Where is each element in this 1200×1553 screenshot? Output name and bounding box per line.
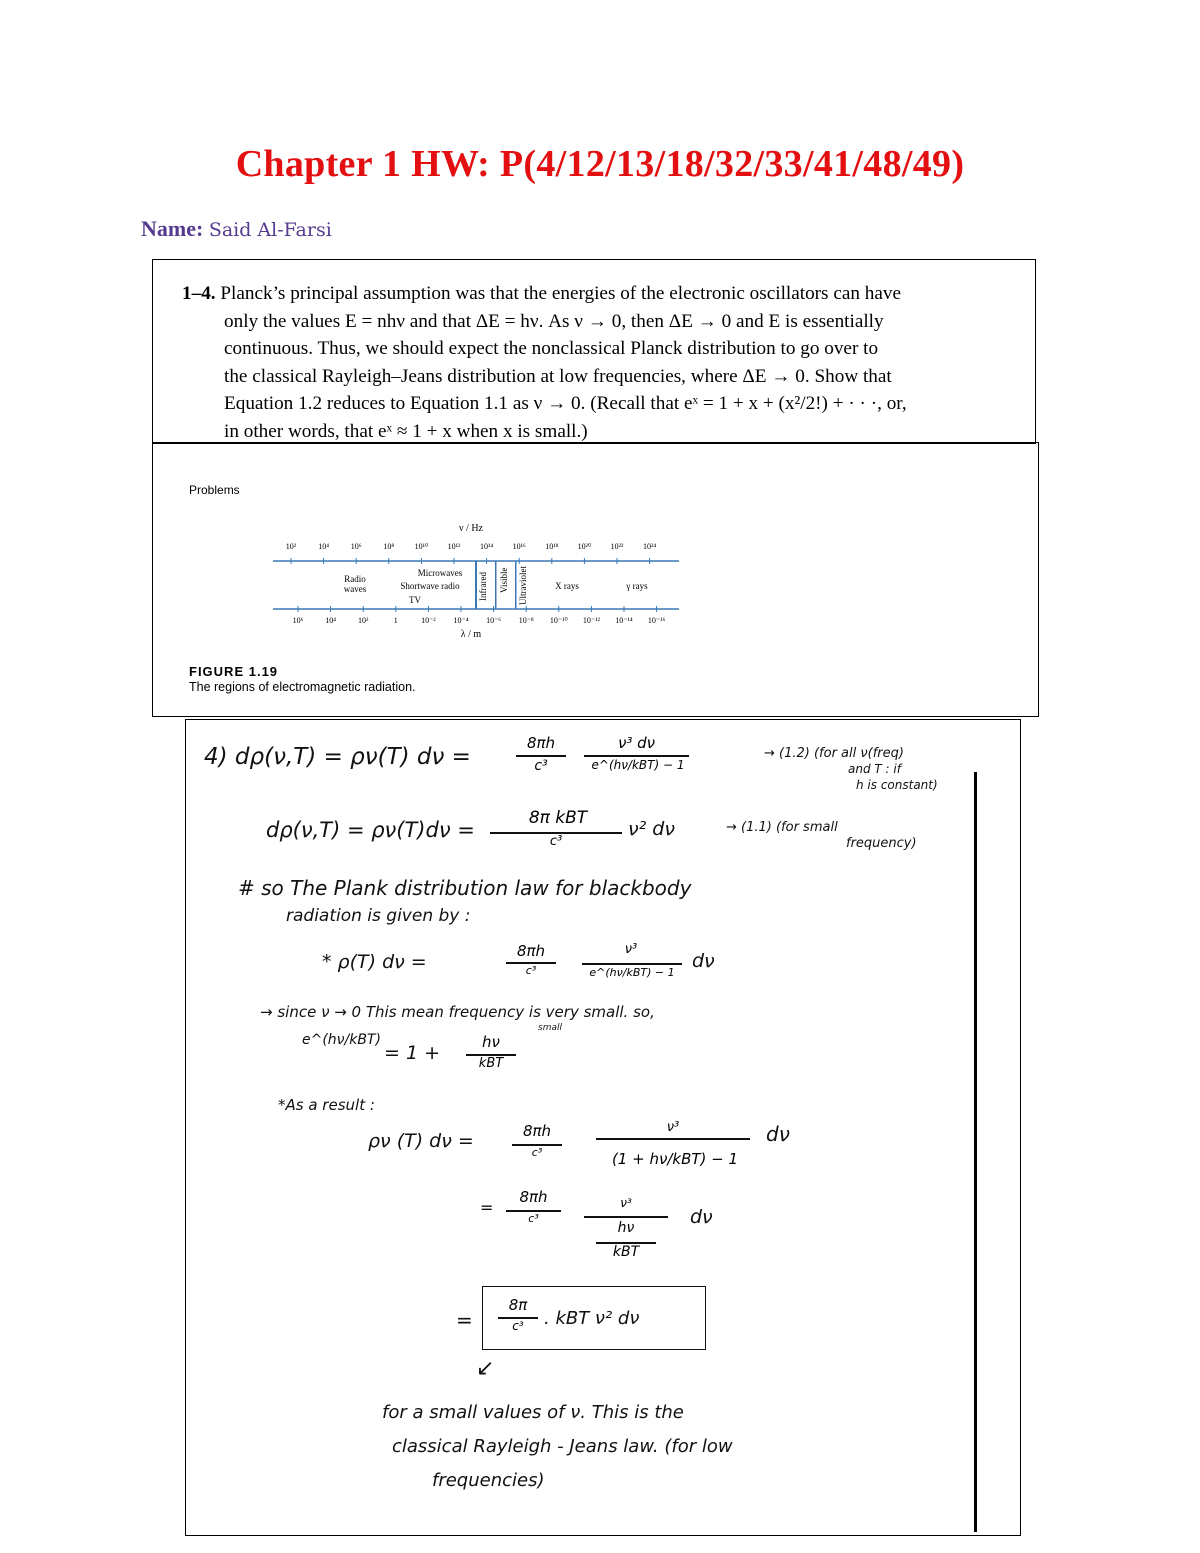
sol-l9-bar2 (584, 1216, 668, 1218)
region-visible: Visible (499, 567, 509, 593)
region-radio-2: waves (343, 584, 367, 594)
freq-tick-label: 10⁴ (318, 542, 329, 551)
freq-tick-label: 10¹⁴ (480, 542, 494, 551)
wavelength-tick-label: 1 (393, 616, 398, 625)
sol-l9-den2a: hν (617, 1220, 635, 1236)
region-infrared: Infrared (478, 572, 488, 601)
region-gamma: γ rays (626, 581, 648, 591)
wavelength-tick-label: 10⁻⁸ (518, 616, 534, 625)
region-tv: TV (409, 595, 421, 605)
sol-l11-arrow: ↙ (476, 1356, 495, 1381)
sol-l6-lhs: e^(hν/kBT) (302, 1032, 381, 1048)
sol-l6-num: hν (482, 1033, 500, 1051)
sol-l5-small: small (538, 1023, 562, 1033)
microwave-divider (475, 561, 477, 609)
sol-l8-den: c³ (531, 1146, 543, 1159)
name-row (141, 216, 332, 242)
wavelength-tick-label: 10² (357, 616, 369, 625)
problem-line-2: only the values E = nhν and that ΔE = hν. As ν → 0, then ΔE → 0 and E is essentially (224, 310, 884, 332)
figure-section-label: Problems (189, 483, 240, 497)
sol-l9-den: c³ (528, 1212, 539, 1225)
freq-tick-label: 10¹⁰ (414, 542, 429, 551)
region-ultraviolet: Ultraviolet (518, 566, 528, 605)
sol-l7: *As a result : (278, 1096, 375, 1114)
problem-box (152, 259, 1036, 444)
wavelength-tick-label: 10⁻¹⁰ (549, 616, 568, 625)
freq-tick-label: 10²⁰ (577, 542, 592, 551)
visible-divider (515, 561, 517, 609)
sol-l1-den2: e^(hν/kBT) − 1 (591, 758, 685, 772)
sol-l10-eq: = (456, 1308, 473, 1332)
problem-line-3: continuous. Thus, we should expect the nonclassical Planck distribution to go over to (224, 338, 879, 360)
margin-line (974, 772, 977, 1532)
sol-l2-tail: ν² dν (628, 818, 675, 840)
freq-tick-label: 10¹⁶ (512, 542, 526, 551)
sol-l9-num: 8πh (519, 1188, 548, 1206)
sol-l1-note2: and T : if (848, 762, 901, 776)
freq-tick-label: 10²² (610, 542, 624, 551)
wavelength-tick-label: 10⁴ (325, 616, 336, 625)
figure-caption-text: The regions of electromagnetic radiation. (189, 680, 416, 694)
problem-number: 1–4. (182, 283, 216, 304)
problem-line-5: Equation 1.2 reduces to Equation 1.1 as ν → 0. (Recall that eˣ = 1 + x + (x²/2!) + · · ·, or, (224, 393, 907, 415)
freq-tick-label: 10⁶ (350, 542, 362, 551)
sol-l2-lhs: dρ(ν,T) = ρν(T)dν = (266, 818, 475, 842)
sol-l10-den: c³ (512, 1319, 524, 1333)
sol-l9-num2: ν³ (620, 1196, 632, 1210)
sol-l14: frequencies) (432, 1470, 545, 1491)
sol-l3a: # so The Plank distribution law for blackbody (238, 876, 692, 900)
sol-l4-bar2 (582, 963, 682, 965)
sol-l9-den2b: kBT (612, 1244, 640, 1260)
sol-l5: → since ν → 0 This mean frequency is very small. so, (260, 1003, 655, 1021)
wavelength-tick-labels (293, 616, 666, 625)
wavelength-tick-label: 10⁻² (421, 616, 436, 625)
wavelength-axis-label: λ / m (460, 629, 482, 640)
region-shortwave: Shortwave radio (400, 581, 460, 591)
region-xrays: X rays (555, 581, 579, 591)
sol-l4-lhs: * ρ(T) dν = (322, 951, 427, 973)
wavelength-tick-label: 10⁻¹⁴ (615, 616, 633, 625)
sol-l4-den: c³ (525, 964, 537, 977)
sol-l8-num2: ν³ (666, 1120, 680, 1135)
region-microwaves: Microwaves (417, 568, 463, 578)
sol-l6-den: kBT (478, 1056, 504, 1071)
problem-line-6: in other words, that eˣ ≈ 1 + x when x is small.) (224, 420, 588, 442)
infrared-divider (495, 561, 497, 609)
sol-l1-note: → (1.2) (for all ν(freq) (764, 746, 904, 761)
region-radio-1: Radio (344, 574, 366, 584)
figure-caption-number: FIGURE 1.19 (189, 664, 279, 679)
freq-tick-label: 10²⁴ (643, 542, 657, 551)
wavelength-tick-label: 10⁻⁴ (453, 616, 469, 625)
sol-l9-eq: = (480, 1198, 494, 1217)
sol-l9-tail: dν (690, 1206, 713, 1228)
em-spectrum-diagram (153, 443, 1038, 716)
name-label: Name: (141, 216, 204, 241)
solution-box (185, 719, 1021, 1536)
figure-box (152, 442, 1039, 717)
sol-l10-tail: . kBT ν² dν (544, 1308, 640, 1329)
sol-l1-lhs: 4) dρ(ν,T) = ρν(T) dν = (204, 744, 471, 770)
problem-line-4: the classical Rayleigh–Jeans distribution at low frequencies, where ΔE → 0. Show that (224, 365, 892, 387)
wavelength-tick-label: 10⁻¹⁶ (647, 616, 666, 625)
page-title: Chapter 1 HW: P(4/12/13/18/32/33/41/48/49) (235, 143, 965, 185)
freq-tick-labels (286, 542, 657, 551)
sol-l1-den: c³ (534, 758, 548, 774)
sol-l4-num: 8πh (516, 942, 546, 960)
wavelength-tick-label: 10⁻⁶ (486, 616, 502, 625)
problem-text (182, 280, 1012, 446)
sol-l8-bar2 (596, 1138, 750, 1140)
sol-l8-num: 8πh (522, 1122, 552, 1140)
sol-l6-rhs: = 1 + (384, 1042, 441, 1064)
name-value: Said Al-Farsi (208, 219, 332, 241)
sol-l3b: radiation is given by : (286, 906, 471, 926)
sol-l2-den: c³ (549, 834, 563, 849)
sol-l1-bar1 (516, 755, 566, 757)
sol-l4-den2: e^(hν/kBT) − 1 (589, 966, 675, 979)
wavelength-tick-label: 10⁶ (292, 616, 304, 625)
sol-l1-num2: ν³ dν (617, 734, 656, 752)
sol-l8-den2: (1 + hν/kBT) − 1 (611, 1150, 739, 1168)
freq-tick-label: 10¹² (447, 542, 461, 551)
sol-l1-bar2 (584, 755, 689, 757)
sol-l2-note: → (1.1) (for small (726, 820, 838, 835)
sol-l1-note3: h is constant) (856, 778, 938, 792)
sol-l2-note2: frequency) (846, 836, 917, 851)
sol-l12: for a small values of ν. This is the (382, 1402, 684, 1423)
problem-line-1: 1–4. Planck’s principal assumption was that the energies of the electronic oscillators can have (182, 283, 901, 304)
sol-l1-num: 8πh (526, 734, 556, 752)
sol-l2-num: 8π kBT (528, 808, 588, 828)
sol-l8-tail: dν (766, 1122, 790, 1146)
freq-tick-label: 10⁸ (383, 542, 395, 551)
sol-l10-num: 8π (508, 1296, 528, 1314)
sol-l4-num2: ν³ (624, 942, 638, 957)
freq-axis-label: ν / Hz (459, 523, 483, 534)
sol-l8-lhs: ρν (T) dν = (368, 1130, 474, 1152)
sol-l13: classical Rayleigh - Jeans law. (for low (392, 1436, 733, 1457)
freq-tick-label: 10¹⁸ (545, 542, 559, 551)
freq-tick-label: 10² (285, 542, 297, 551)
wavelength-tick-label: 10⁻¹² (582, 616, 600, 625)
sol-l4-tail: dν (692, 950, 715, 972)
